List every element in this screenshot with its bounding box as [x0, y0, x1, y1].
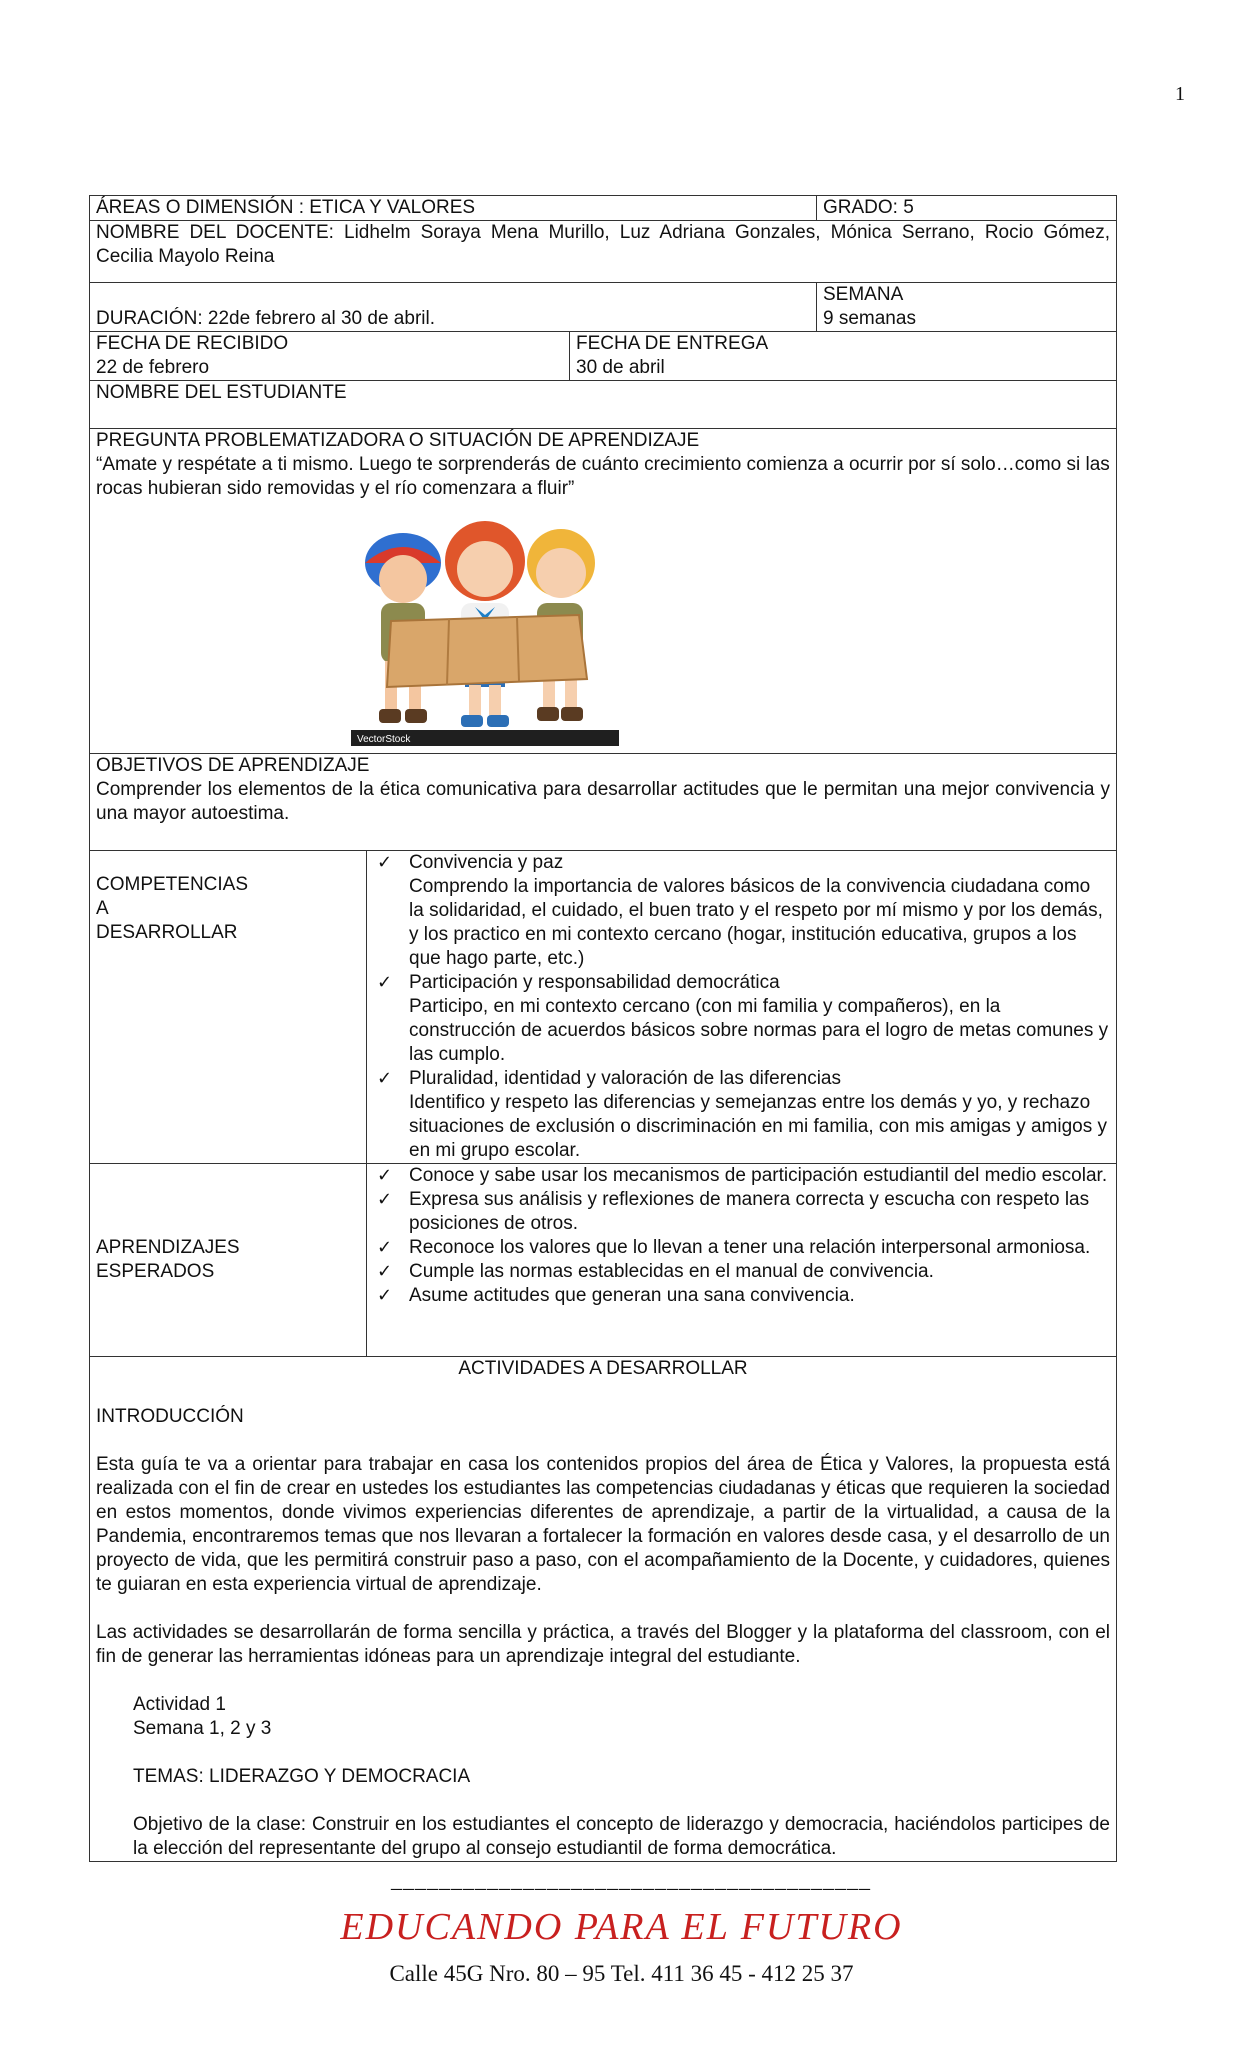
- competency-item: [373, 1067, 1110, 1163]
- activity-number: Actividad 1: [133, 1694, 226, 1715]
- map-sheet: [387, 615, 587, 687]
- expected-learning-item: ✓ Asume actitudes que generan una sana convivencia.: [373, 1284, 1110, 1308]
- competencies-list-cell: [367, 851, 1117, 1164]
- competency-item: [373, 971, 1110, 1067]
- week-label: SEMANA: [823, 284, 904, 305]
- competency-text: Participo, en mi contexto cercano (con mi familia y compañeros), en la construcción de acuerdos básicos sobre normas para el logro de metas comunes y las cumplo.: [409, 996, 1109, 1065]
- student-name-cell: NOMBRE DEL ESTUDIANTE: [90, 381, 1117, 429]
- competencies-label-3: DESARROLLAR: [96, 922, 238, 943]
- problem-question-title: PREGUNTA PROBLEMATIZADORA O SITUACIÓN DE APRENDIZAJE: [96, 430, 700, 451]
- grade-cell: GRADO: 5: [817, 196, 1117, 221]
- competency-text: Identifico y respeto las diferencias y semejanzas entre los demás y yo, y rechazo situaciones de exclusión o discriminación en mi familia, con mis amigas y amigos y en mi grupo escolar.: [409, 1092, 1108, 1161]
- introduction-paragraph-2: Las actividades se desarrollarán de forma sencilla y práctica, a través del Blogger y la plataforma del classroom, con el fin de generar las herramientas idóneas para un aprendizaje integral del estudiante.: [96, 1622, 1110, 1667]
- delivery-date-label: FECHA DE ENTREGA: [576, 333, 769, 354]
- competency-text: Comprendo la importancia de valores básicos de la convivencia ciudadana como la solidaridad, el cuidado, el buen trato y el respeto por mí mismo y por los demás, y los practico en mi contexto cercano (hogar, institución educativa, grupos a los que hago parte, etc.): [409, 876, 1103, 969]
- expected-learning-item: ✓ Cumple las normas establecidas en el manual de convivencia.: [373, 1260, 1110, 1284]
- problem-question-text: “Amate y respétate a ti mismo. Luego te sorprenderás de cuánto crecimiento comienza a ocurrir por sí solo…como si las rocas hubieran sido removidas y el río comenzara a fluir”: [96, 454, 1110, 499]
- delivery-date-cell: [570, 332, 1117, 381]
- competency-title: ✓ Convivencia y paz: [409, 852, 564, 873]
- competencies-label-cell: [90, 851, 367, 1164]
- footer-address: Calle 45G Nro. 80 – 95 Tel. 411 36 45 - 412 25 37: [389, 1961, 854, 1986]
- delivery-date-value: 30 de abril: [576, 357, 665, 378]
- expected-learning-item: ✓ Expresa sus análisis y reflexiones de manera correcta y escucha con respeto las posiciones de otros.: [373, 1188, 1110, 1236]
- expected-learning-label-1: APRENDIZAJES: [96, 1237, 240, 1258]
- introduction-title: INTRODUCCIÓN: [96, 1406, 244, 1427]
- received-date-value: 22 de febrero: [96, 357, 210, 378]
- expected-learning-list: [373, 1164, 1110, 1308]
- competencies-label-2: A: [96, 898, 109, 919]
- week-cell: [817, 283, 1117, 332]
- competency-item: [373, 851, 1110, 971]
- area-cell: ÁREAS O DIMENSIÓN : ETICA Y VALORES: [90, 196, 817, 221]
- teacher-cell: NOMBRE DEL DOCENTE: Lidhelm Soraya Mena Murillo, Luz Adriana Gonzales, Mónica Serrano, Rocio Gómez, Cecilia Mayolo Reina: [90, 221, 1117, 283]
- activities-cell: [90, 1357, 1117, 1862]
- competency-title: ✓ Pluralidad, identidad y valoración de las diferencias: [409, 1068, 841, 1089]
- expected-learning-list-cell: [367, 1164, 1117, 1357]
- footer-signature-line: ________________________________________: [391, 1868, 871, 1890]
- activity-weeks: Semana 1, 2 y 3: [133, 1718, 272, 1739]
- received-date-label: FECHA DE RECIBIDO: [96, 333, 289, 354]
- introduction-paragraph-1: Esta guía te va a orientar para trabajar en casa los contenidos propios del área de Ética y Valores, la propuesta está realizada con el fin de crear en ustedes los estudiantes las competencias ciudadanas y éticas que requieren la sociedad en estos momentos, donde vivimos experiencias diferentes de aprendizaje, a partir de la virtualidad, a causa de la Pandemia, encontraremos temas que nos llevaran a fortalecer la formación en valores desde casa, y el desarrollo de un proyecto de vida, que les permitirá construir paso a paso, con el acompañamiento de la Docente, y cuidadores, quienes te guiaran en esta experiencia virtual de aprendizaje.: [96, 1454, 1110, 1595]
- objectives-text: Comprender los elementos de la ética comunicativa para desarrollar actitudes que le permitan una mejor convivencia y una mayor autoestima.: [96, 779, 1110, 824]
- competencies-list: [373, 851, 1110, 1163]
- week-value: 9 semanas: [823, 308, 916, 329]
- duration-cell: DURACIÓN: 22de febrero al 30 de abril.: [90, 283, 817, 332]
- problem-question-cell: [90, 429, 1117, 754]
- image-watermark: VectorStock: [357, 734, 411, 745]
- expected-learning-label-cell: [90, 1164, 367, 1357]
- objectives-cell: [90, 754, 1117, 851]
- class-objective: Objetivo de la clase: Construir en los estudiantes el concepto de liderazgo y democracia, haciéndolos participes de la elección del representante del grupo al consejo estudiantil de forma democrática.: [133, 1814, 1110, 1859]
- received-date-cell: [90, 332, 570, 381]
- competency-title: ✓ Participación y responsabilidad democrática: [409, 972, 780, 993]
- expected-learning-label-2: ESPERADOS: [96, 1261, 215, 1282]
- guide-form-table: [89, 195, 1117, 1862]
- expected-learning-item: ✓ Reconoce los valores que lo llevan a tener una relación interpersonal armoniosa.: [373, 1236, 1110, 1260]
- footer-motto: EDUCANDO PARA EL FUTURO: [340, 1906, 903, 1948]
- children-map-illustration: [351, 511, 619, 746]
- expected-learning-item: ✓ Conoce y sabe usar los mecanismos de participación estudiantil del medio escolar.: [373, 1164, 1110, 1188]
- page-number: 1: [1175, 83, 1185, 105]
- activity-topics: TEMAS: LIDERAZGO Y DEMOCRACIA: [133, 1766, 471, 1787]
- objectives-title: OBJETIVOS DE APRENDIZAJE: [96, 755, 370, 776]
- activities-title: ACTIVIDADES A DESARROLLAR: [458, 1358, 748, 1379]
- competencies-label-1: COMPETENCIAS: [96, 874, 249, 895]
